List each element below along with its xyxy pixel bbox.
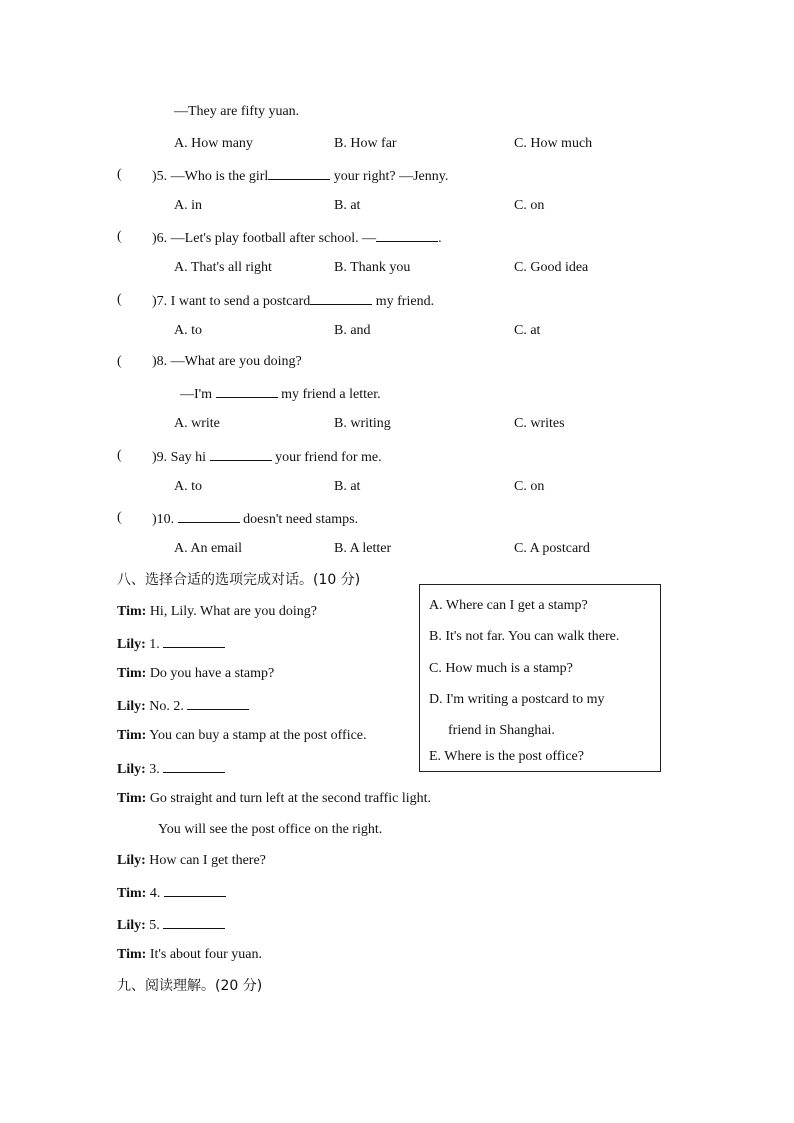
speaker-tim: Tim: bbox=[117, 604, 147, 619]
q8-option-a[interactable]: A. write bbox=[174, 416, 220, 431]
q7-answer-paren[interactable]: ( bbox=[117, 292, 122, 307]
section9-title: 九、阅读理解。(20 分) bbox=[117, 978, 263, 994]
q10-stem bbox=[152, 509, 358, 529]
q10-text-post: doesn't need stamps. bbox=[239, 512, 359, 527]
dialogue-text: It's about four yuan. bbox=[149, 947, 262, 962]
speaker-lily: Lily: bbox=[117, 699, 146, 714]
q7-option-a[interactable]: A. to bbox=[174, 323, 202, 338]
speaker-tim: Tim: bbox=[117, 666, 147, 681]
q7-text-pre: I want to send a postcard bbox=[170, 294, 311, 309]
dialogue-text: You can buy a stamp at the post office. bbox=[149, 728, 367, 743]
q7-number: )7. bbox=[152, 294, 168, 309]
dialogue-text: 4. bbox=[149, 886, 164, 901]
q5-stem bbox=[152, 166, 448, 186]
q6-stem bbox=[152, 228, 442, 248]
q10-option-c[interactable]: C. A postcard bbox=[514, 541, 590, 556]
q6-number: )6. bbox=[152, 231, 168, 246]
dialogue-line-2 bbox=[117, 634, 225, 654]
speaker-lily: Lily: bbox=[117, 853, 146, 868]
q6-option-a[interactable]: A. That's all right bbox=[174, 260, 272, 275]
dialogue-text: How can I get there? bbox=[149, 853, 266, 868]
q10-blank[interactable] bbox=[178, 509, 240, 523]
q8-line2-pre: —I'm bbox=[180, 387, 216, 402]
dialogue-line-8: You will see the post office on the right. bbox=[158, 822, 383, 837]
answer-blank-4[interactable] bbox=[164, 883, 226, 897]
choice-e[interactable]: E. Where is the post office? bbox=[429, 749, 584, 764]
q9-option-b[interactable]: B. at bbox=[334, 479, 361, 494]
dialogue-line-9 bbox=[117, 852, 266, 870]
choice-d[interactable]: D. I'm writing a postcard to my bbox=[429, 692, 605, 707]
dialogue-line-12 bbox=[117, 946, 262, 964]
dialogue-text: 1. bbox=[149, 637, 164, 652]
dialogue-text: 5. bbox=[149, 918, 164, 933]
q5-text-pre: —Who is the girl bbox=[170, 169, 269, 184]
q7-blank[interactable] bbox=[310, 291, 372, 305]
q6-answer-paren[interactable]: ( bbox=[117, 229, 122, 244]
dialogue-text: Hi, Lily. What are you doing? bbox=[149, 604, 317, 619]
q4-reply: —They are fifty yuan. bbox=[174, 104, 300, 119]
q6-text-pre: —Let's play football after school. — bbox=[170, 231, 377, 246]
speaker-lily: Lily: bbox=[117, 762, 146, 777]
q9-option-c[interactable]: C. on bbox=[514, 479, 545, 494]
q6-option-b[interactable]: B. Thank you bbox=[334, 260, 411, 275]
dialogue-text: No. 2. bbox=[149, 699, 188, 714]
q8-answer-paren[interactable]: ( bbox=[117, 354, 122, 369]
q9-stem bbox=[152, 447, 382, 467]
answer-blank-3[interactable] bbox=[163, 759, 225, 773]
q7-option-c[interactable]: C. at bbox=[514, 323, 541, 338]
dialogue-line-4 bbox=[117, 696, 249, 716]
q8-stem bbox=[152, 353, 302, 371]
dialogue-line-3 bbox=[117, 665, 274, 683]
q9-number: )9. bbox=[152, 450, 168, 465]
choice-d-continued: friend in Shanghai. bbox=[448, 723, 555, 738]
q5-blank[interactable] bbox=[268, 166, 330, 180]
answer-blank-2[interactable] bbox=[187, 696, 249, 710]
q10-number: )10. bbox=[152, 512, 175, 527]
speaker-tim: Tim: bbox=[117, 947, 147, 962]
q5-text-post: your right? —Jenny. bbox=[330, 169, 449, 184]
q4-option-a[interactable]: A. How many bbox=[174, 136, 253, 151]
choice-c[interactable]: C. How much is a stamp? bbox=[429, 661, 573, 676]
dialogue-text: 3. bbox=[149, 762, 164, 777]
speaker-tim: Tim: bbox=[117, 791, 147, 806]
q6-blank[interactable] bbox=[376, 228, 438, 242]
q4-option-c[interactable]: C. How much bbox=[514, 136, 593, 151]
speaker-lily: Lily: bbox=[117, 637, 146, 652]
speaker-lily: Lily: bbox=[117, 918, 146, 933]
q4-option-b[interactable]: B. How far bbox=[334, 136, 397, 151]
q9-option-a[interactable]: A. to bbox=[174, 479, 202, 494]
q8-option-b[interactable]: B. writing bbox=[334, 416, 391, 431]
q9-blank[interactable] bbox=[210, 447, 272, 461]
q8-blank[interactable] bbox=[216, 384, 278, 398]
dialogue-line-10 bbox=[117, 883, 226, 903]
q10-option-b[interactable]: B. A letter bbox=[334, 541, 392, 556]
choices-box bbox=[419, 584, 661, 772]
answer-blank-1[interactable] bbox=[163, 634, 225, 648]
q9-text-post: your friend for me. bbox=[271, 450, 382, 465]
dialogue-line-7 bbox=[117, 790, 431, 808]
q5-number: )5. bbox=[152, 169, 168, 184]
q6-option-c[interactable]: C. Good idea bbox=[514, 260, 589, 275]
section8-title: 八、选择合适的选项完成对话。(10 分) bbox=[117, 572, 361, 588]
q10-option-a[interactable]: A. An email bbox=[174, 541, 243, 556]
dialogue-line-1 bbox=[117, 603, 317, 621]
q9-text-pre: Say hi bbox=[170, 450, 210, 465]
q6-text-post: . bbox=[438, 231, 442, 246]
q7-text-post: my friend. bbox=[372, 294, 435, 309]
dialogue-line-11 bbox=[117, 915, 225, 935]
q8-text-pre: —What are you doing? bbox=[170, 354, 302, 369]
answer-blank-5[interactable] bbox=[163, 915, 225, 929]
dialogue-text: Do you have a stamp? bbox=[149, 666, 275, 681]
choice-b[interactable]: B. It's not far. You can walk there. bbox=[429, 629, 620, 644]
q7-stem bbox=[152, 291, 434, 311]
dialogue-line-5 bbox=[117, 727, 367, 745]
q8-number: )8. bbox=[152, 354, 168, 369]
dialogue-line-6 bbox=[117, 759, 225, 779]
q5-answer-paren[interactable]: ( bbox=[117, 167, 122, 182]
q8-line2-post: my friend a letter. bbox=[277, 387, 381, 402]
q5-option-a[interactable]: A. in bbox=[174, 198, 202, 213]
q5-option-c[interactable]: C. on bbox=[514, 198, 545, 213]
choice-a[interactable]: A. Where can I get a stamp? bbox=[429, 598, 588, 613]
q8-option-c[interactable]: C. writes bbox=[514, 416, 565, 431]
speaker-tim: Tim: bbox=[117, 886, 147, 901]
q10-answer-paren[interactable]: ( bbox=[117, 510, 122, 525]
q7-option-b[interactable]: B. and bbox=[334, 323, 371, 338]
q8-stem-line2 bbox=[180, 384, 381, 404]
dialogue-text: Go straight and turn left at the second traffic light. bbox=[149, 791, 432, 806]
q5-option-b[interactable]: B. at bbox=[334, 198, 361, 213]
q9-answer-paren[interactable]: ( bbox=[117, 448, 122, 463]
speaker-tim: Tim: bbox=[117, 728, 147, 743]
